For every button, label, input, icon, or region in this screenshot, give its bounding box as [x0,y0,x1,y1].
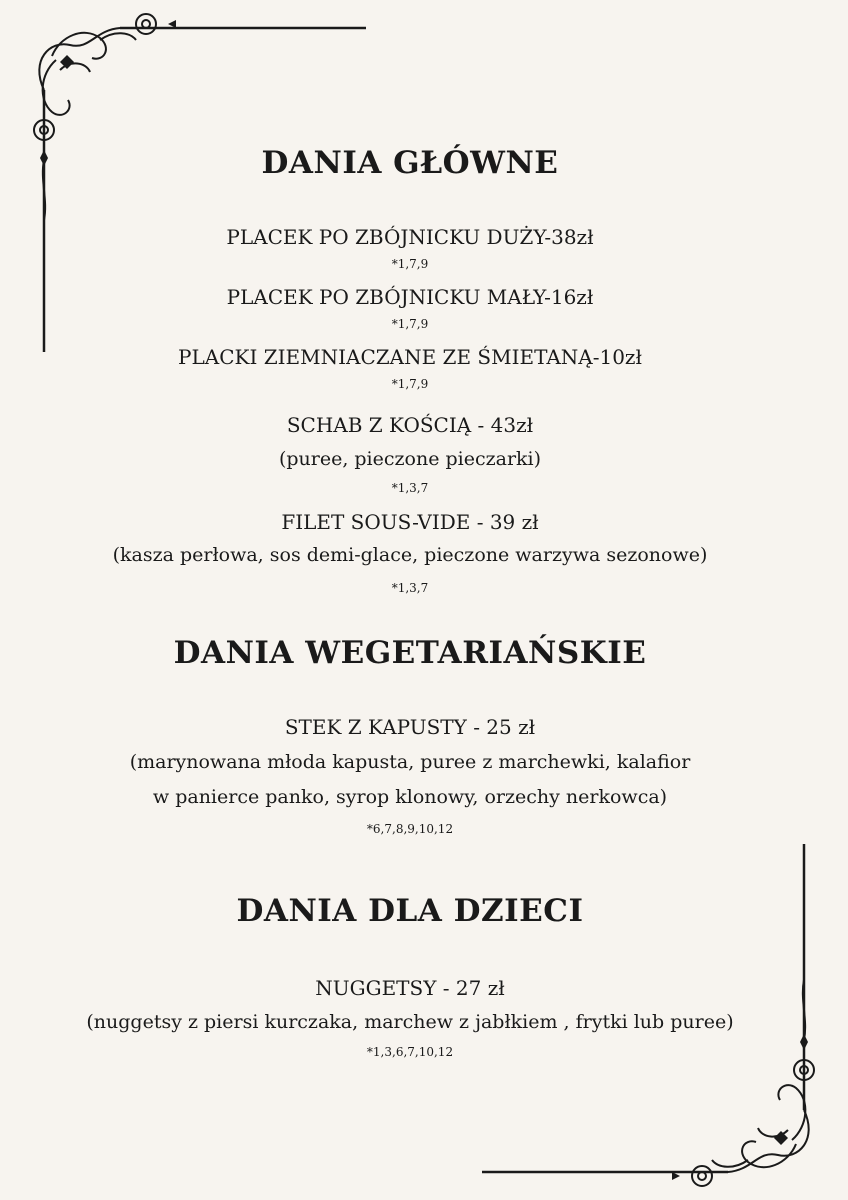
section-heading: DANIA GŁÓWNE [261,145,559,181]
menu-item-description: (puree, pieczone pieczarki) [278,448,542,470]
section-heading: DANIA DLA DZIECI [236,893,584,929]
allergen-codes: *1,7,9 [391,257,429,271]
menu-item-description: (kasza perłowa, sos demi-glace, pieczone warzywa sezonowe) [112,544,708,566]
menu-item-description: (nuggetsy z piersi kurczaka, marchew z jabłkiem , frytki lub puree) [86,1011,734,1033]
menu-item-name: STEK Z KAPUSTY - 25 zł [284,715,536,739]
menu-item-description: (marynowana młoda kapusta, puree z marchewki, kalafior [129,751,691,773]
allergen-codes: *6,7,8,9,10,12 [366,822,454,836]
section-heading: DANIA WEGETARIAŃSKIE [173,635,647,671]
menu-item-name: FILET SOUS-VIDE - 39 zł [281,510,539,534]
allergen-codes: *1,3,7 [391,581,429,595]
menu-item-name: PLACKI ZIEMNIACZANE ZE ŚMIETANĄ-10zł [178,345,642,369]
menu-item-name: SCHAB Z KOŚCIĄ - 43zł [286,413,534,437]
allergen-codes: *1,7,9 [391,317,429,331]
allergen-codes: *1,3,7 [391,481,429,495]
allergen-codes: *1,3,6,7,10,12 [366,1045,454,1059]
allergen-codes: *1,7,9 [391,377,429,391]
menu-item-description: w panierce panko, syrop klonowy, orzechy nerkowca) [152,786,668,808]
menu-item-name: NUGGETSY - 27 zł [315,976,505,1000]
menu-item-name: PLACEK PO ZBÓJNICKU DUŻY-38zł [226,225,594,249]
menu-item-name: PLACEK PO ZBÓJNICKU MAŁY-16zł [226,285,594,309]
